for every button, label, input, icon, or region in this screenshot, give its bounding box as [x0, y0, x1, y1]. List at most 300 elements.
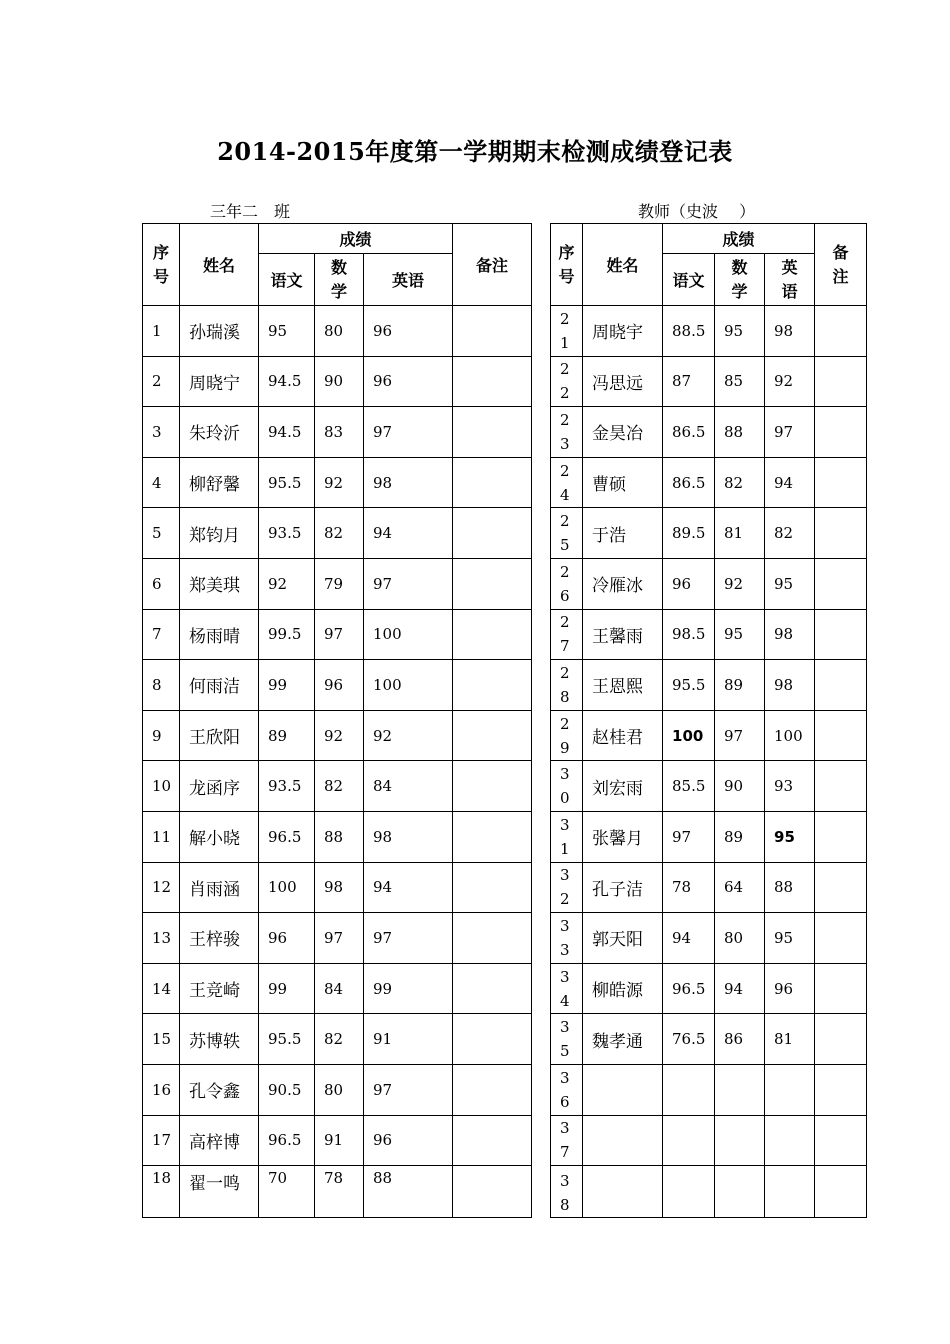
- remarks-cell-right: [815, 963, 867, 1014]
- seq-cell: 10: [143, 761, 180, 812]
- seq-digit-2: 2: [560, 890, 570, 909]
- table-gap: [532, 1115, 551, 1166]
- seq-cell: 9: [143, 710, 180, 761]
- chinese-score-cell-right: 76.5: [663, 1014, 715, 1065]
- math-score-cell: 82: [315, 508, 364, 559]
- table-row: [143, 862, 867, 913]
- math-score-cell-right: 94: [715, 963, 765, 1014]
- seq-cell-right: [551, 609, 583, 660]
- seq-cell: 8: [143, 660, 180, 711]
- seq-digit-1: 2: [560, 512, 570, 531]
- english-score-cell: 99: [364, 963, 453, 1014]
- chinese-score-cell-right: 97: [663, 811, 715, 862]
- table-gap: [532, 609, 551, 660]
- math-score-cell-right: 89: [715, 660, 765, 711]
- chinese-score-cell-right: [663, 1166, 715, 1218]
- table-gap: [532, 407, 551, 458]
- table-row: [143, 407, 867, 458]
- math-score-cell: 96: [315, 660, 364, 711]
- seq-digit-2: 1: [560, 333, 570, 352]
- table-row: [143, 609, 867, 660]
- seq-cell-right: [551, 508, 583, 559]
- chinese-score-cell: 89: [259, 710, 315, 761]
- chinese-score-cell: 70: [259, 1166, 315, 1218]
- remarks-cell: [453, 508, 532, 559]
- table-gap: [532, 811, 551, 862]
- seq-digit-2: 2: [560, 384, 570, 403]
- seq-cell: 2: [143, 356, 180, 407]
- remarks-cell: [453, 710, 532, 761]
- remarks-cell: [453, 609, 532, 660]
- chinese-score-cell: 99: [259, 660, 315, 711]
- math-header-right-line-2: 学: [731, 281, 748, 301]
- name-cell: 高梓博: [180, 1115, 259, 1166]
- seq-cell: 16: [143, 1064, 180, 1115]
- math-score-cell-right: 90: [715, 761, 765, 812]
- score-table-body: [143, 224, 867, 1218]
- math-score-cell-right: 82: [715, 457, 765, 508]
- remarks-cell-right: [815, 761, 867, 812]
- english-score-cell-right: 98: [765, 660, 815, 711]
- math-score-cell-right: 95: [715, 306, 765, 357]
- chinese-score-cell-right: [663, 1064, 715, 1115]
- english-score-cell-right: 96: [765, 963, 815, 1014]
- table-row: [143, 306, 867, 357]
- page-title: 2014-2015年度第一学期期末检测成绩登记表: [217, 137, 733, 166]
- remarks-cell-right: [815, 558, 867, 609]
- math-score-cell: 83: [315, 407, 364, 458]
- chinese-score-cell-right: [663, 1115, 715, 1166]
- math-header-line-1: 数: [330, 257, 347, 277]
- remarks-cell: [453, 811, 532, 862]
- name-cell: 王梓骏: [180, 913, 259, 964]
- math-score-cell: 78: [315, 1166, 364, 1218]
- name-cell-right: 王恩熙: [583, 660, 663, 711]
- english-score-cell: 100: [364, 660, 453, 711]
- name-cell: 朱玲沂: [180, 407, 259, 458]
- chinese-score-cell: 90.5: [259, 1064, 315, 1115]
- table-row: [143, 913, 867, 964]
- table-row: [143, 660, 867, 711]
- name-cell: 杨雨晴: [180, 609, 259, 660]
- remarks-header-right-line-1: 备: [832, 242, 849, 262]
- remarks-cell: [453, 558, 532, 609]
- remarks-cell-right: [815, 306, 867, 357]
- name-cell-right: 冯思远: [583, 356, 663, 407]
- seq-cell-right: [551, 356, 583, 407]
- table-row: [143, 356, 867, 407]
- seq-digit-1: 3: [560, 866, 570, 885]
- table-gap: [532, 306, 551, 357]
- seq-digit-2: 9: [560, 738, 570, 757]
- table-row: [143, 1166, 867, 1218]
- math-score-cell-right: 95: [715, 609, 765, 660]
- chinese-score-cell: 99.5: [259, 609, 315, 660]
- chinese-header: 语文: [259, 254, 315, 306]
- table-gap: [532, 1064, 551, 1115]
- remarks-cell: [453, 356, 532, 407]
- seq-header-line-1: 序: [152, 242, 169, 262]
- teacher-label: 教师（史波 ）: [638, 202, 756, 221]
- remarks-cell: [453, 913, 532, 964]
- english-score-cell-right: 93: [765, 761, 815, 812]
- english-score-cell-right: 98: [765, 609, 815, 660]
- remarks-cell-right: [815, 457, 867, 508]
- name-cell: 孔令鑫: [180, 1064, 259, 1115]
- chinese-score-cell: 93.5: [259, 508, 315, 559]
- seq-header-right: [551, 224, 583, 306]
- remarks-cell-right: [815, 407, 867, 458]
- english-score-cell: 97: [364, 913, 453, 964]
- english-score-cell-right: 100: [765, 710, 815, 761]
- table-gap: [532, 224, 551, 306]
- name-cell-right: 周晓宇: [583, 306, 663, 357]
- seq-digit-2: 6: [560, 1092, 570, 1111]
- seq-cell-right: [551, 811, 583, 862]
- name-cell: 王竞崎: [180, 963, 259, 1014]
- seq-cell: 4: [143, 457, 180, 508]
- chinese-score-cell: 94.5: [259, 407, 315, 458]
- math-score-cell-right: [715, 1115, 765, 1166]
- table-gap: [532, 862, 551, 913]
- seq-cell: 18: [143, 1166, 180, 1218]
- english-header-right-line-1: 英: [781, 257, 798, 277]
- remarks-cell-right: [815, 811, 867, 862]
- seq-cell-right: [551, 660, 583, 711]
- remarks-cell-right: [815, 710, 867, 761]
- remarks-cell: [453, 1166, 532, 1218]
- name-cell-right: 孔子洁: [583, 862, 663, 913]
- name-cell-right: 郭天阳: [583, 913, 663, 964]
- name-cell-right: [583, 1166, 663, 1218]
- chinese-score-cell-right: 86.5: [663, 407, 715, 458]
- english-score-cell: 97: [364, 407, 453, 458]
- math-score-cell: 91: [315, 1115, 364, 1166]
- math-score-cell-right: 88: [715, 407, 765, 458]
- seq-cell-right: [551, 306, 583, 357]
- table-row: [143, 1115, 867, 1166]
- english-score-cell: 92: [364, 710, 453, 761]
- math-header-line-2: 学: [330, 281, 347, 301]
- chinese-score-cell-right: 95.5: [663, 660, 715, 711]
- english-score-cell-right: [765, 1166, 815, 1218]
- english-score-cell: 98: [364, 457, 453, 508]
- seq-digit-1: 3: [560, 1119, 570, 1138]
- math-score-cell: 97: [315, 609, 364, 660]
- table-row: [143, 508, 867, 559]
- name-cell: 翟一鸣: [180, 1166, 259, 1218]
- math-header-right: [715, 254, 765, 306]
- remarks-cell-right: [815, 1064, 867, 1115]
- english-score-cell: 94: [364, 508, 453, 559]
- remarks-header-right-line-2: 注: [832, 266, 849, 286]
- chinese-score-cell-right: 88.5: [663, 306, 715, 357]
- seq-digit-2: 6: [560, 586, 570, 605]
- seq-cell-right: [551, 1064, 583, 1115]
- seq-digit-1: 3: [560, 1018, 570, 1037]
- seq-header-line-2: 号: [152, 266, 169, 286]
- english-score-cell: 97: [364, 1064, 453, 1115]
- seq-digit-1: 3: [560, 765, 570, 784]
- scores-header-right: 成绩: [663, 224, 815, 254]
- chinese-score-cell: 99: [259, 963, 315, 1014]
- chinese-header-right: 语文: [663, 254, 715, 306]
- seq-digit-1: 2: [560, 309, 570, 328]
- chinese-score-cell: 100: [259, 862, 315, 913]
- seq-header: [143, 224, 180, 306]
- remarks-cell: [453, 761, 532, 812]
- name-cell: 龙函序: [180, 761, 259, 812]
- chinese-score-cell-right: 96.5: [663, 963, 715, 1014]
- english-score-cell: 97: [364, 558, 453, 609]
- name-cell-right: 刘宏雨: [583, 761, 663, 812]
- table-row: [143, 963, 867, 1014]
- english-score-cell: 91: [364, 1014, 453, 1065]
- chinese-score-cell-right: 85.5: [663, 761, 715, 812]
- english-score-cell-right: 81: [765, 1014, 815, 1065]
- table-gap: [532, 660, 551, 711]
- seq-digit-2: 8: [560, 1196, 570, 1215]
- seq-cell-right: [551, 761, 583, 812]
- chinese-score-cell: 96: [259, 913, 315, 964]
- math-score-cell: 82: [315, 761, 364, 812]
- remarks-cell: [453, 862, 532, 913]
- seq-cell-right: [551, 710, 583, 761]
- table-row: [143, 761, 867, 812]
- name-cell-right: 于浩: [583, 508, 663, 559]
- name-header-right: 姓名: [583, 224, 663, 306]
- english-score-cell-right: 92: [765, 356, 815, 407]
- table-gap: [532, 1014, 551, 1065]
- seq-digit-1: 2: [560, 461, 570, 480]
- seq-header-right-line-2: 号: [558, 266, 575, 286]
- name-cell-right: 冷雁冰: [583, 558, 663, 609]
- name-cell-right: 张馨月: [583, 811, 663, 862]
- seq-digit-2: 4: [560, 991, 570, 1010]
- name-cell: 苏博轶: [180, 1014, 259, 1065]
- table-row: [143, 710, 867, 761]
- name-cell: 周晓宁: [180, 356, 259, 407]
- seq-cell: 17: [143, 1115, 180, 1166]
- table-row: [143, 558, 867, 609]
- seq-cell-right: [551, 407, 583, 458]
- remarks-cell: [453, 1064, 532, 1115]
- english-score-cell: 94: [364, 862, 453, 913]
- remarks-cell-right: [815, 508, 867, 559]
- header-row-1: [143, 224, 867, 254]
- table-gap: [532, 710, 551, 761]
- math-score-cell-right: 81: [715, 508, 765, 559]
- remarks-cell-right: [815, 660, 867, 711]
- remarks-cell-right: [815, 862, 867, 913]
- chinese-score-cell-right: 78: [663, 862, 715, 913]
- name-cell-right: 柳皓源: [583, 963, 663, 1014]
- math-score-cell-right: 80: [715, 913, 765, 964]
- scores-header: 成绩: [259, 224, 453, 254]
- table-row: [143, 811, 867, 862]
- table-gap: [532, 913, 551, 964]
- seq-digit-1: 2: [560, 613, 570, 632]
- seq-digit-2: 7: [560, 637, 570, 656]
- english-score-cell-right: [765, 1064, 815, 1115]
- seq-digit-1: 3: [560, 815, 570, 834]
- remarks-cell: [453, 306, 532, 357]
- chinese-score-cell-right: 87: [663, 356, 715, 407]
- name-cell: 孙瑞溪: [180, 306, 259, 357]
- chinese-score-cell-right: 100: [663, 710, 715, 761]
- name-cell-right: [583, 1115, 663, 1166]
- seq-digit-2: 0: [560, 789, 570, 808]
- english-score-cell: 96: [364, 356, 453, 407]
- chinese-score-cell: 95: [259, 306, 315, 357]
- seq-cell: 12: [143, 862, 180, 913]
- math-score-cell: 82: [315, 1014, 364, 1065]
- seq-digit-2: 1: [560, 839, 570, 858]
- remarks-cell: [453, 1014, 532, 1065]
- name-cell-right: 曹硕: [583, 457, 663, 508]
- remarks-header: 备注: [453, 224, 532, 306]
- english-score-cell-right: 82: [765, 508, 815, 559]
- seq-cell: 1: [143, 306, 180, 357]
- table-row: [143, 1014, 867, 1065]
- remarks-cell-right: [815, 609, 867, 660]
- remarks-cell: [453, 660, 532, 711]
- math-score-cell: 98: [315, 862, 364, 913]
- math-score-cell-right: 92: [715, 558, 765, 609]
- math-score-cell-right: 86: [715, 1014, 765, 1065]
- name-cell: 王欣阳: [180, 710, 259, 761]
- chinese-score-cell: 95.5: [259, 1014, 315, 1065]
- english-score-cell-right: 97: [765, 407, 815, 458]
- math-score-cell-right: [715, 1166, 765, 1218]
- seq-digit-2: 4: [560, 485, 570, 504]
- math-header-right-line-1: 数: [731, 257, 748, 277]
- english-score-cell-right: 98: [765, 306, 815, 357]
- seq-digit-2: 7: [560, 1143, 570, 1162]
- math-score-cell: 79: [315, 558, 364, 609]
- remarks-cell: [453, 457, 532, 508]
- seq-cell: 7: [143, 609, 180, 660]
- chinese-score-cell-right: 94: [663, 913, 715, 964]
- math-score-cell: 80: [315, 1064, 364, 1115]
- remarks-cell-right: [815, 1166, 867, 1218]
- name-cell: 柳舒馨: [180, 457, 259, 508]
- english-score-cell-right: 88: [765, 862, 815, 913]
- english-score-cell-right: 95: [765, 558, 815, 609]
- remarks-cell-right: [815, 913, 867, 964]
- name-cell: 解小晓: [180, 811, 259, 862]
- name-cell: 郑美琪: [180, 558, 259, 609]
- math-score-cell: 90: [315, 356, 364, 407]
- seq-cell: 15: [143, 1014, 180, 1065]
- seq-digit-2: 8: [560, 687, 570, 706]
- math-score-cell-right: 97: [715, 710, 765, 761]
- seq-cell: 3: [143, 407, 180, 458]
- math-score-cell-right: 64: [715, 862, 765, 913]
- math-score-cell: 92: [315, 710, 364, 761]
- seq-digit-1: 3: [560, 967, 570, 986]
- seq-cell-right: [551, 1166, 583, 1218]
- name-header: 姓名: [180, 224, 259, 306]
- english-score-cell: 96: [364, 1115, 453, 1166]
- remarks-cell: [453, 1115, 532, 1166]
- english-header: 英语: [364, 254, 453, 306]
- math-score-cell-right: 89: [715, 811, 765, 862]
- class-label: 三年二 班: [210, 202, 291, 221]
- seq-cell-right: [551, 558, 583, 609]
- table-gap: [532, 356, 551, 407]
- table-gap: [532, 1166, 551, 1218]
- english-score-cell: 98: [364, 811, 453, 862]
- math-score-cell: 92: [315, 457, 364, 508]
- seq-digit-2: 5: [560, 536, 570, 555]
- english-score-cell-right: 94: [765, 457, 815, 508]
- name-cell: 郑钧月: [180, 508, 259, 559]
- chinese-score-cell-right: 86.5: [663, 457, 715, 508]
- name-cell: 肖雨涵: [180, 862, 259, 913]
- english-score-cell: 84: [364, 761, 453, 812]
- table-row: [143, 1064, 867, 1115]
- table-row: [143, 457, 867, 508]
- seq-digit-1: 2: [560, 360, 570, 379]
- remarks-header-right: [815, 224, 867, 306]
- remarks-cell-right: [815, 1014, 867, 1065]
- seq-digit-1: 2: [560, 663, 570, 682]
- english-score-cell: 100: [364, 609, 453, 660]
- chinese-score-cell: 93.5: [259, 761, 315, 812]
- seq-cell-right: [551, 963, 583, 1014]
- seq-cell-right: [551, 913, 583, 964]
- math-score-cell: 80: [315, 306, 364, 357]
- name-cell-right: 魏孝通: [583, 1014, 663, 1065]
- seq-cell: 6: [143, 558, 180, 609]
- math-score-cell-right: 85: [715, 356, 765, 407]
- name-cell-right: 赵桂君: [583, 710, 663, 761]
- table-gap: [532, 558, 551, 609]
- name-cell: 何雨洁: [180, 660, 259, 711]
- seq-digit-1: 3: [560, 1172, 570, 1191]
- seq-cell: 13: [143, 913, 180, 964]
- remarks-cell: [453, 963, 532, 1014]
- math-header: [315, 254, 364, 306]
- name-cell-right: [583, 1064, 663, 1115]
- chinese-score-cell-right: 89.5: [663, 508, 715, 559]
- seq-digit-1: 2: [560, 714, 570, 733]
- seq-digit-1: 2: [560, 410, 570, 429]
- english-header-right: [765, 254, 815, 306]
- english-score-cell: 88: [364, 1166, 453, 1218]
- seq-digit-2: 3: [560, 940, 570, 959]
- table-gap: [532, 457, 551, 508]
- seq-digit-1: 3: [560, 1068, 570, 1087]
- english-score-cell: 96: [364, 306, 453, 357]
- seq-cell-right: [551, 862, 583, 913]
- english-score-cell-right: [765, 1115, 815, 1166]
- seq-digit-1: 3: [560, 916, 570, 935]
- seq-cell: 5: [143, 508, 180, 559]
- seq-header-right-line-1: 序: [558, 242, 575, 262]
- english-header-right-line-2: 语: [781, 281, 798, 301]
- chinese-score-cell: 92: [259, 558, 315, 609]
- math-score-cell: 88: [315, 811, 364, 862]
- seq-digit-1: 2: [560, 562, 570, 581]
- chinese-score-cell-right: 96: [663, 558, 715, 609]
- chinese-score-cell: 96.5: [259, 811, 315, 862]
- name-cell-right: 金昊冶: [583, 407, 663, 458]
- seq-digit-2: 5: [560, 1042, 570, 1061]
- seq-cell-right: [551, 1115, 583, 1166]
- remarks-cell-right: [815, 1115, 867, 1166]
